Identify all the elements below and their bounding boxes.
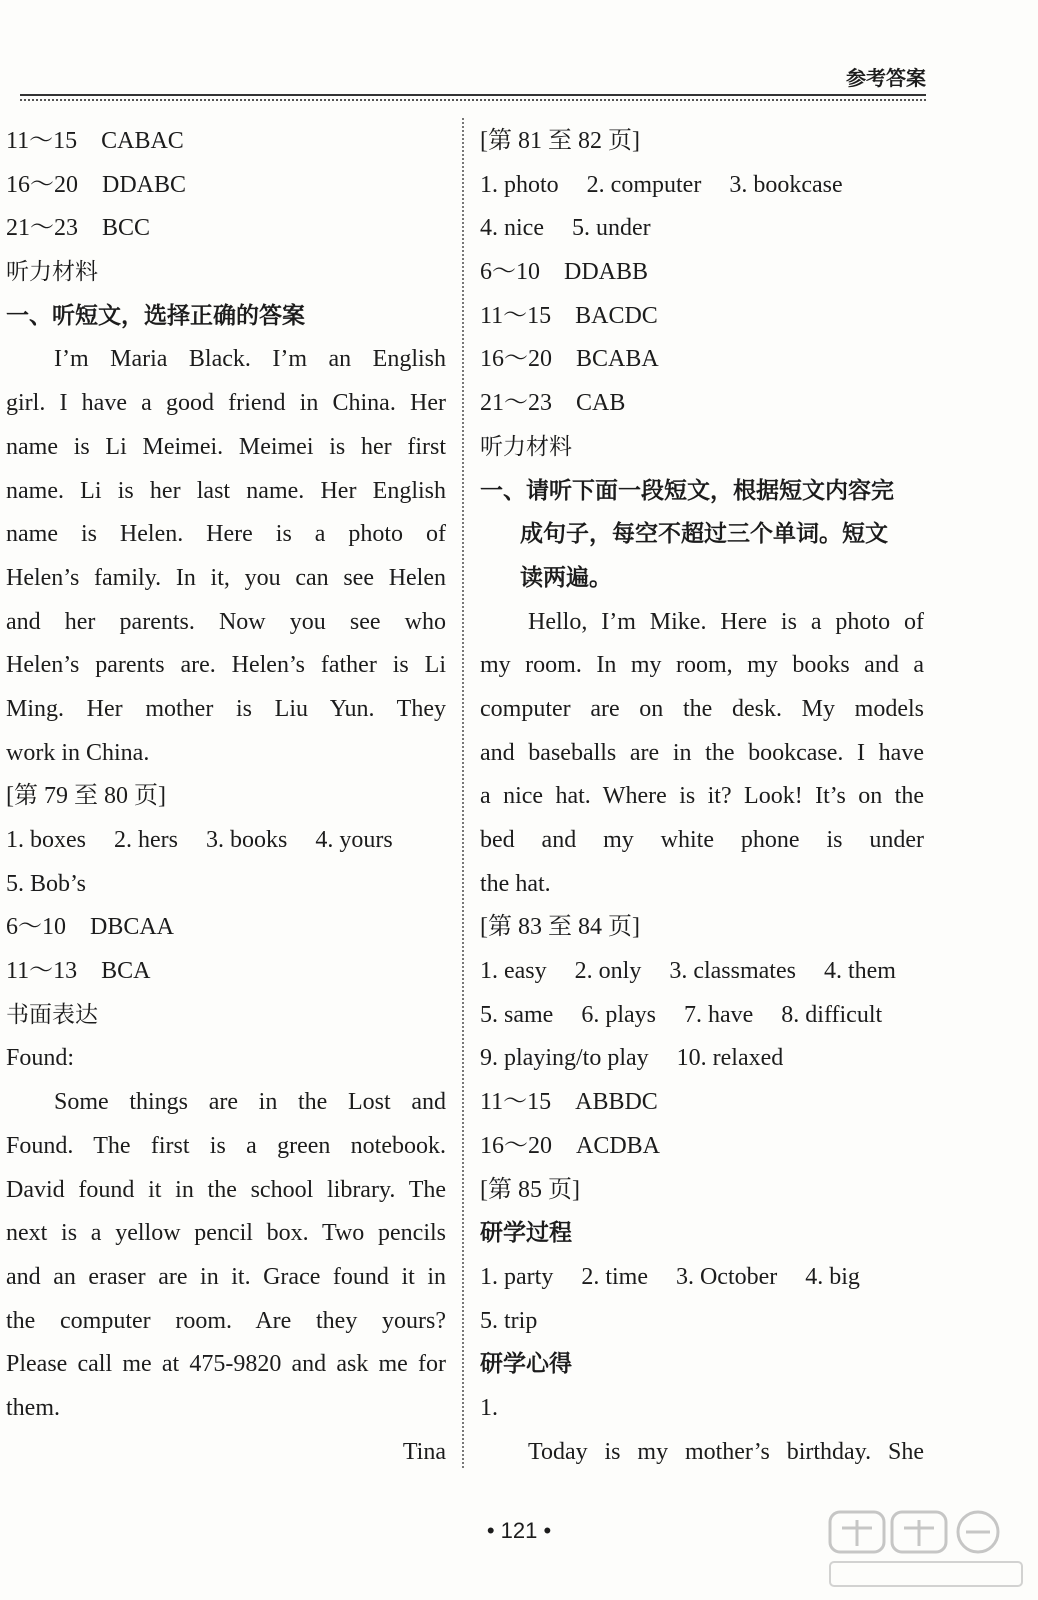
fill-answer: 3. October — [675, 1263, 778, 1290]
fill-answer: 2. time — [581, 1263, 648, 1290]
research-process-heading: 研学过程 — [480, 1220, 572, 1247]
notice-line: next is a yellow pencil box. Two pencils — [6, 1220, 446, 1247]
answer-line: 6～10 DDABB — [480, 259, 649, 286]
passage-line: work in China. — [6, 739, 150, 766]
fill-answers — [480, 1037, 924, 1081]
fill-answer: 4. nice — [480, 215, 544, 242]
fill-answers — [6, 819, 446, 863]
passage-line: name is Helen. Here is a photo of — [6, 521, 446, 548]
notice-line: and an eraser are in it. Grace found it in — [6, 1263, 446, 1290]
passage-line: Helen’s family. In it, you can see Helen — [6, 564, 446, 591]
header-rule — [20, 94, 926, 96]
answer-line: 11～15 CABAC — [6, 128, 184, 154]
left-column — [6, 120, 446, 1474]
notice-line: David found it in the school library. The — [6, 1176, 446, 1203]
fill-answer: 1. photo — [480, 171, 559, 198]
fill-answer: 4. yours — [315, 827, 393, 853]
answer-line: 11～15 BACDC — [480, 302, 658, 329]
passage-line: and her parents. Now you see who — [6, 608, 446, 635]
fill-answer: 5. under — [571, 215, 651, 242]
fill-answer: 2. only — [574, 958, 642, 985]
fill-answers — [480, 994, 924, 1038]
fill-answer: 5. same — [480, 1001, 554, 1028]
notice-line: them. — [6, 1394, 60, 1421]
section-heading: 一、请听下面一段短文，根据短文内容完 — [480, 477, 894, 504]
page-number: • 121 • — [486, 1518, 552, 1543]
essay-line: Today is my mother’s birthday. She — [528, 1438, 924, 1465]
listening-material-heading: 听力材料 — [6, 259, 98, 286]
answer-line: 21～23 BCC — [6, 215, 151, 242]
fill-answer: 5. Bob’s — [6, 870, 87, 897]
passage-line: Helen’s parents are. Helen’s father is Li — [6, 652, 446, 679]
fill-answer: 9. playing/to play — [480, 1045, 649, 1072]
page-reference: [第 79 至 80 页] — [6, 783, 166, 810]
answer-line: 16～20 BCABA — [480, 346, 659, 373]
writing-heading: 书面表达 — [6, 1001, 98, 1028]
fill-answer: 3. bookcase — [729, 171, 843, 198]
answer-line: 21～23 CAB — [480, 390, 626, 417]
fill-answer: 2. hers — [114, 827, 178, 853]
fill-answer: 3. books — [205, 827, 288, 853]
answer-line: 16～20 ACDBA — [480, 1132, 661, 1159]
fill-answer: 10. relaxed — [676, 1045, 784, 1072]
page-reference: [第 81 至 82 页] — [480, 128, 640, 154]
fill-answers — [480, 1256, 924, 1300]
passage-line: name. Li is her last name. Her English — [6, 477, 446, 504]
passage-line: girl. I have a good friend in China. Her — [6, 390, 446, 417]
notice-line: Found. The first is a green notebook. — [6, 1132, 446, 1159]
fill-answer: 1. easy — [480, 958, 547, 985]
answer-line: 6～10 DBCAA — [6, 914, 175, 941]
right-column — [480, 120, 924, 1474]
page-reference: [第 83 至 84 页] — [480, 914, 640, 941]
answer-line: 11～15 ABBDC — [480, 1089, 658, 1116]
fill-answer: 1. party — [480, 1263, 554, 1290]
signature: Tina — [402, 1438, 446, 1465]
section-heading: 一、听短文，选择正确的答案 — [6, 302, 305, 329]
fill-answer: 6. plays — [581, 1001, 656, 1028]
page-reference: [第 85 页] — [480, 1176, 580, 1203]
page-header-title: 参考答案 — [846, 66, 926, 90]
passage-line: Hello, I’m Mike. Here is a photo of — [528, 608, 924, 635]
header-dotted-rule — [20, 99, 926, 101]
section-heading: 读两遍。 — [520, 564, 612, 591]
item-number: 1. — [480, 1394, 498, 1421]
passage-line: and baseballs are in the bookcase. I have — [480, 739, 924, 766]
fill-answer: 8. difficult — [781, 1001, 883, 1028]
fill-answer: 2. computer — [586, 171, 702, 198]
fill-answer: 4. big — [805, 1263, 860, 1290]
answer-line: 16～20 DDABC — [6, 171, 187, 198]
fill-answers — [480, 164, 924, 208]
fill-answers — [480, 950, 924, 994]
passage-line: a nice hat. Where is it? Look! It’s on the — [480, 783, 924, 810]
listening-material-heading: 听力材料 — [480, 433, 572, 460]
passage-line: name is Li Meimei. Meimei is her first — [6, 433, 446, 460]
fill-answer: 5. trip — [480, 1307, 538, 1334]
passage-line: I’m Maria Black. I’m an English — [54, 346, 446, 373]
passage-line: my room. In my room, my books and a — [480, 652, 924, 679]
fill-answer: 7. have — [683, 1001, 754, 1028]
fill-answer: 3. classmates — [669, 958, 796, 985]
passage-line: computer are on the desk. My models — [480, 695, 924, 722]
found-label: Found: — [6, 1045, 75, 1072]
notice-line: Please call me at 475-9820 and ask me for — [6, 1351, 446, 1378]
notice-line: Some things are in the Lost and — [54, 1089, 446, 1116]
section-heading: 成句子，每空不超过三个单词。短文 — [520, 521, 888, 548]
watermark-logo — [826, 1508, 1026, 1592]
passage-line: the hat. — [480, 870, 551, 897]
answer-line: 11～13 BCA — [6, 958, 151, 985]
passage-line: Ming. Her mother is Liu Yun. They — [6, 695, 446, 722]
fill-answer: 1. boxes — [6, 827, 86, 853]
research-thoughts-heading: 研学心得 — [480, 1351, 572, 1378]
passage-line: bed and my white phone is under — [480, 827, 924, 853]
fill-answers — [480, 207, 924, 251]
fill-answer: 4. them — [823, 958, 896, 985]
notice-line: the computer room. Are they yours? — [6, 1307, 446, 1334]
column-divider — [462, 118, 464, 1468]
